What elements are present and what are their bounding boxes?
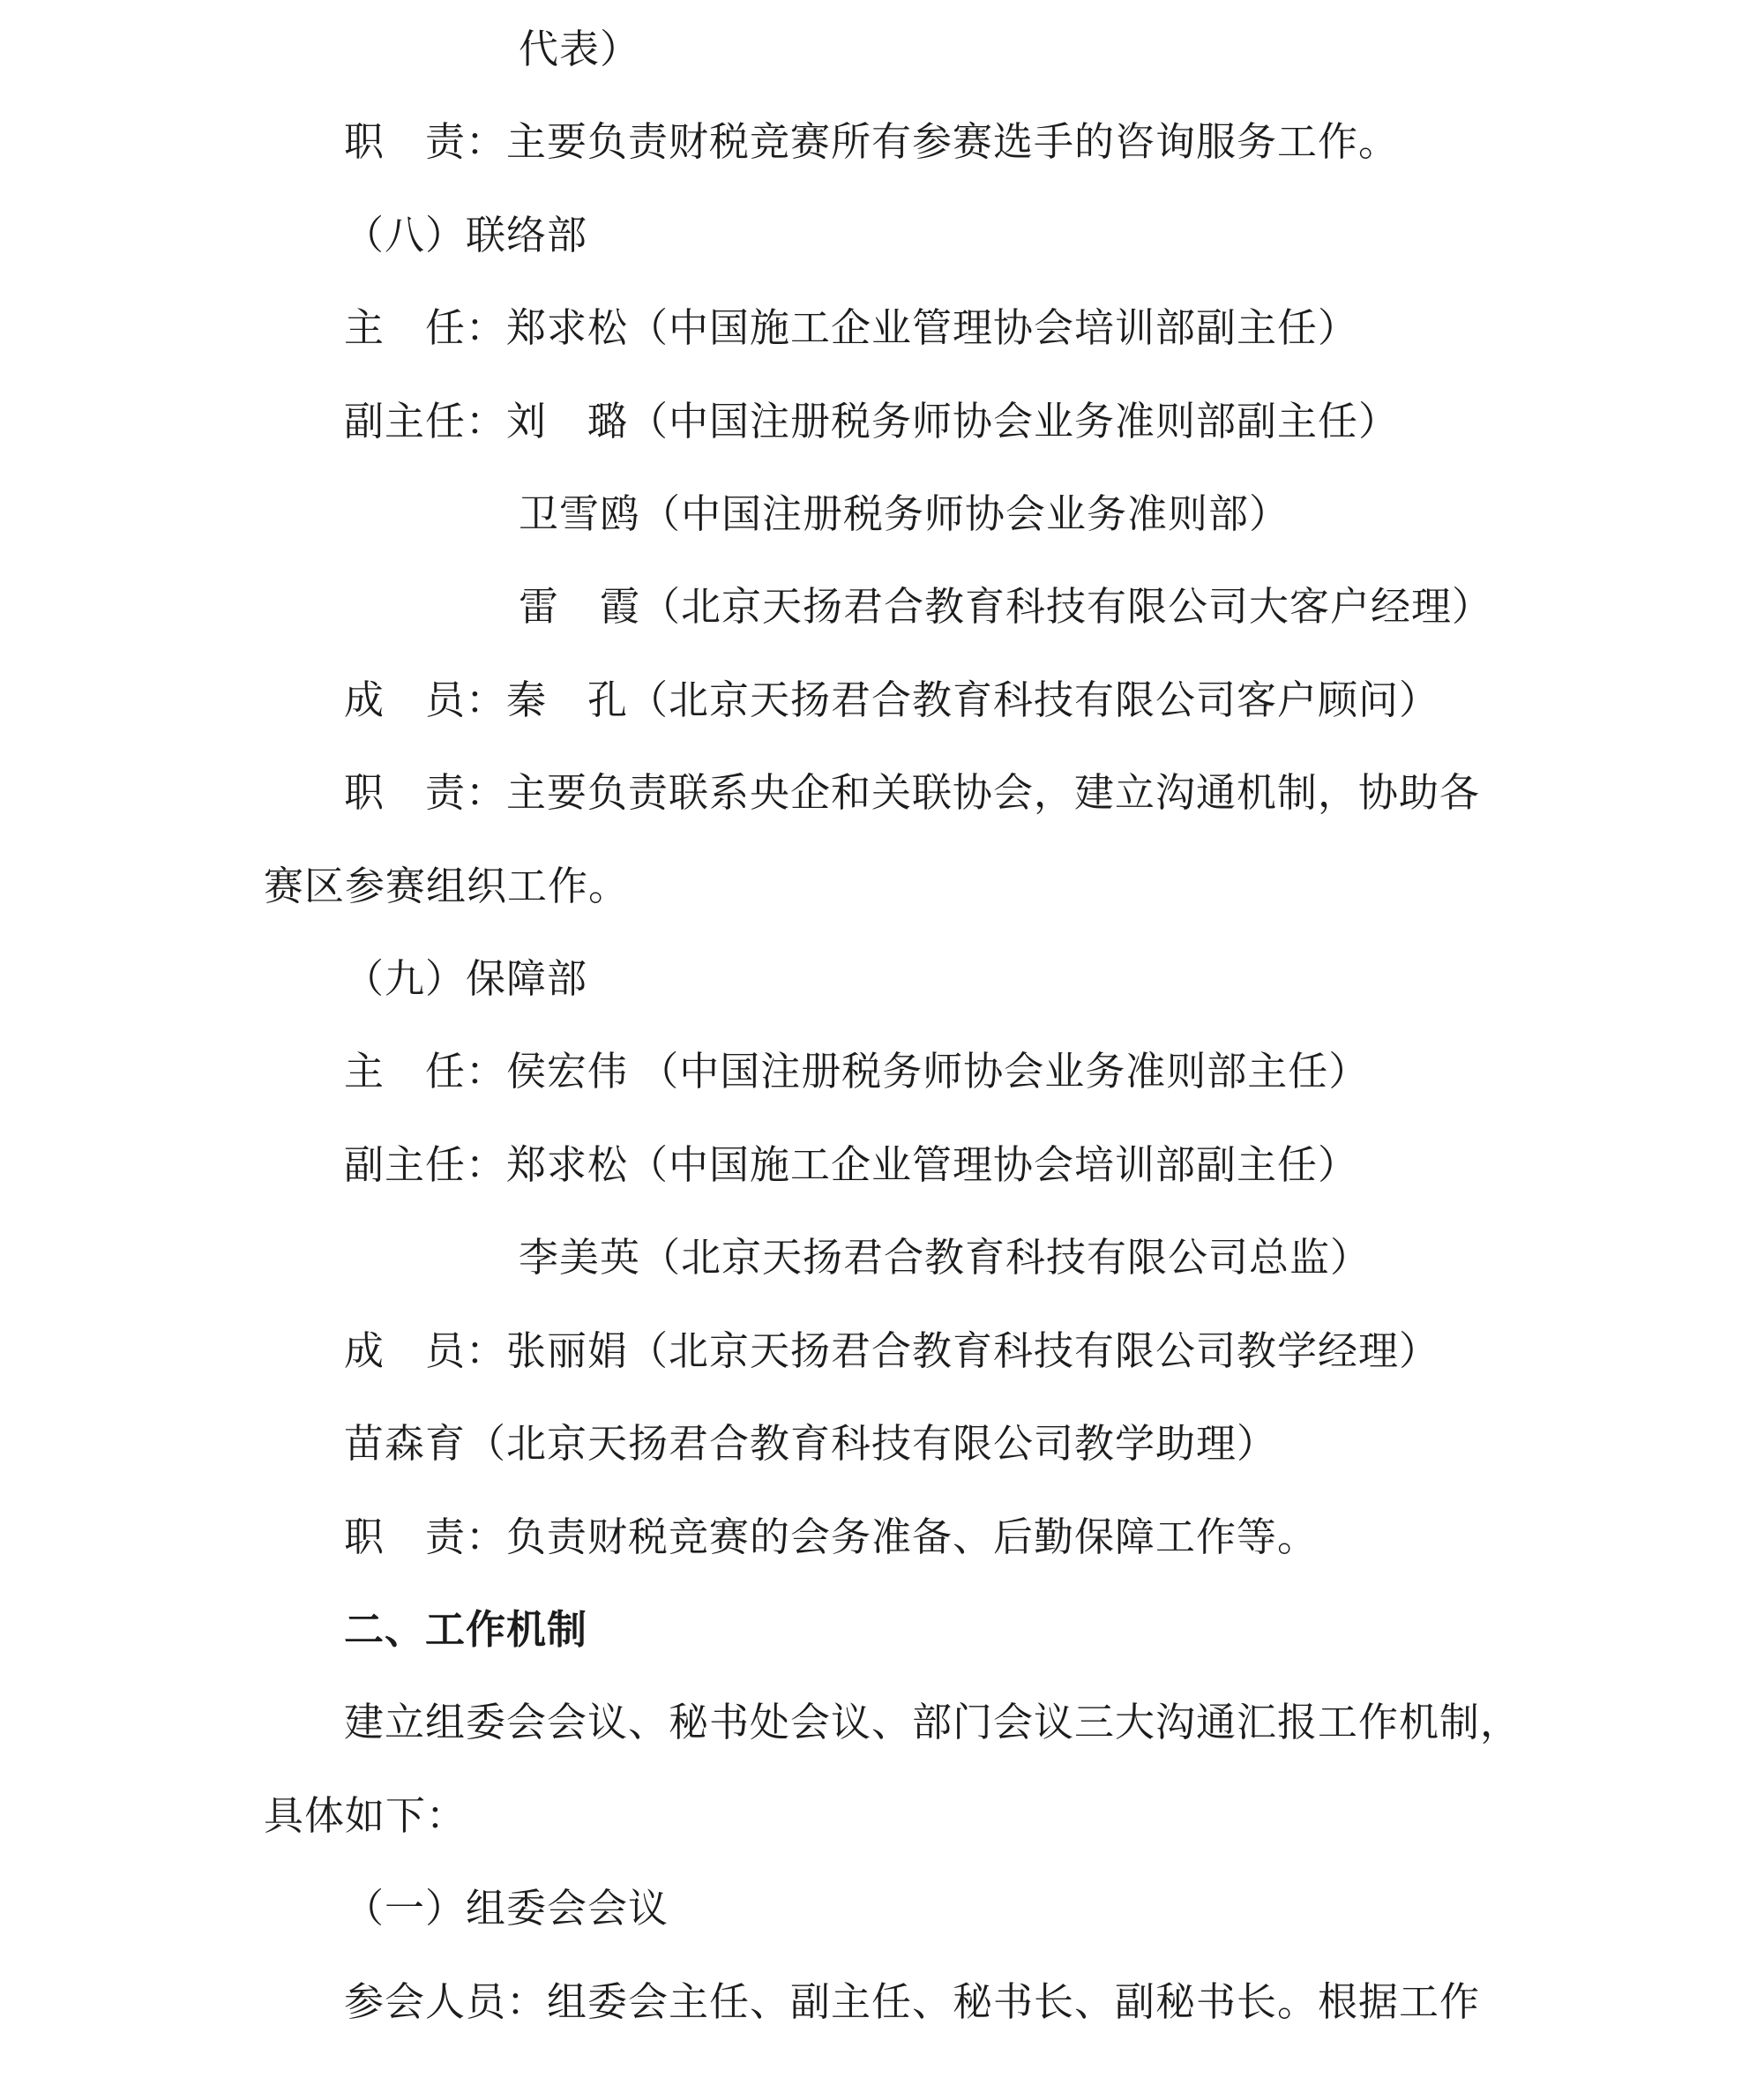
text-line: 建立组委会会议、秘书处会议、部门会议三大沟通汇报工作机制， [344, 1700, 1521, 1745]
text-line: （九）保障部 [344, 957, 588, 1002]
text-line: 主 任：侯宏伟 （中国注册税务师协会业务准则部主任） [344, 1050, 1370, 1095]
text-line: （八）联络部 [344, 213, 588, 258]
text-line: 职 责：负责财税竞赛的会务准备、后勤保障工作等。 [344, 1514, 1319, 1559]
text-line: 职 责：主要负责联系央企和关联协会，建立沟通机制，协助各 [344, 771, 1481, 816]
text-line: 代表） [519, 27, 641, 71]
text-line: 苗森育（北京天扬君合教育科技有限公司教学助理） [344, 1422, 1278, 1467]
text-line: 卫雪鸥（中国注册税务师协会业务准则部） [519, 492, 1290, 537]
text-line: 副主任：刘 璐（中国注册税务师协会业务准则部副主任） [344, 399, 1400, 444]
text-line: 成 员：秦 孔（北京天扬君合教育科技有限公司客户顾问） [344, 677, 1440, 722]
text-line: 副主任：郑求松（中国施工企业管理协会培训部副主任） [344, 1142, 1359, 1187]
text-line: 职 责：主要负责财税竞赛所有参赛选手的咨询服务工作。 [344, 120, 1400, 165]
text-line: 参会人员：组委会主任、副主任、秘书长、副秘书长。根据工作 [344, 1979, 1481, 2024]
text-line: 主 任：郑求松（中国施工企业管理协会培训部副主任） [344, 306, 1359, 351]
text-line: 李美英（北京天扬君合教育科技有限公司总监） [519, 1236, 1372, 1281]
text-line: （一）组委会会议 [344, 1887, 669, 1932]
section-heading-line: 二、工作机制 [344, 1607, 588, 1652]
document-text-block [0, 4, 1764, 2049]
text-line: 雷 霞（北京天扬君合教育科技有限公司大客户经理） [519, 585, 1493, 630]
text-line: 具体如下： [264, 1793, 467, 1838]
text-line: 赛区参赛组织工作。 [264, 863, 630, 908]
text-line: 成 员：张丽娟（北京天扬君合教育科技有限公司教学经理） [344, 1328, 1440, 1373]
